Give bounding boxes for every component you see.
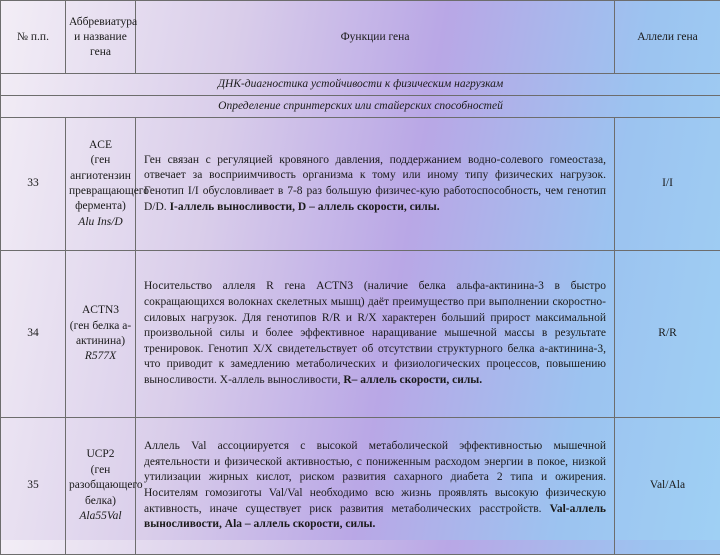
gene-function-summary: I-аллель выносливости, D – аллель скорости, силы. (170, 201, 440, 213)
gene-symbol: ACTN3 (69, 303, 132, 318)
gene-function-summary: R– аллель скорости, силы. (343, 374, 482, 386)
gene-name-cell (66, 118, 136, 251)
gene-name-cell (66, 418, 136, 555)
row-number: 35 (1, 418, 66, 555)
row-number: 33 (1, 118, 66, 251)
gene-genotype: R577X (69, 349, 132, 364)
gene-genotype: Alu Ins/D (69, 215, 132, 230)
header-number: № п.п. (1, 1, 66, 74)
gene-symbol: UCP2 (69, 447, 132, 462)
gene-allele: I/I (615, 118, 720, 251)
gene-function-text: Ген связан с регуляцией кровяного давления, поддержанием водно-солевого гомеостаза, отвечает за восприимчивость организма к тому или иному типу физических нагрузок. Генотип I/I обусловливает в 7-8 раз большую физичес-кую работоспособность, чем генотип D/D. (144, 154, 606, 213)
section-sprinter-stayer: Определение спринтерских или стайерских способностей (1, 96, 720, 118)
section-dna-diagnostics: ДНК-диагностика устойчивости к физическим нагрузкам (1, 74, 720, 96)
header-row (1, 1, 720, 74)
gene-function-text: Носительство аллеля R гена ACTN3 (наличие белка альфа-актинина-3 в быстро сокращающихся волокнах скелетных мышц) даёт преимущество при выполнении скоростно-силовых нагрузок. Для генотипов R/R и R/X характерен больший прирост максимальной произвольной силы и более эффективное наращивание мышечной массы в результате тренировок. Генотип X/X свидетельствует об отсутствии структурного белка а-актинина-3, что приводит к замедлению метаболических и физиологических процессов, повышению выносливости. X-аллель выносливости, (144, 280, 606, 386)
table-row (1, 418, 720, 555)
gene-genotype: Ala55Val (69, 509, 132, 524)
section-row-dna (1, 74, 720, 96)
gene-function-cell (136, 251, 615, 418)
table-row (1, 251, 720, 418)
header-alleles: Аллели гена (615, 1, 720, 74)
gene-allele: R/R (615, 251, 720, 418)
gene-allele: Val/Ala (615, 418, 720, 555)
gene-full-name: (ген разобщающего белка) (69, 463, 132, 509)
header-functions: Функции гена (136, 1, 615, 74)
gene-function-cell (136, 418, 615, 555)
gene-full-name: (ген белка а-актинина) (69, 319, 132, 350)
gene-function-summary: Val-аллель выносливости, Ala – аллель скорости, силы. (144, 503, 606, 531)
header-abbreviation: Аббревиатура и название гена (66, 1, 136, 74)
table-row (1, 118, 720, 251)
gene-full-name: (ген ангиотензин превращающего фермента) (69, 153, 132, 215)
section-row-sprinter (1, 96, 720, 118)
row-number: 34 (1, 251, 66, 418)
gene-symbol: ACE (69, 138, 132, 153)
gene-function-cell (136, 118, 615, 251)
gene-name-cell (66, 251, 136, 418)
gene-function-text: Аллель Val ассоциируется с высокой метаболической эффективностью мышечной деятельности и физической активностью, с пониженным расходом энергии в покое, низкой утилизации жирных кислот, риском развития сахарного диабета 2 типа и ожирения. Носителям гомозиготы Val/Val необходимо всю жизнь проявлять высокую физическую активность, иначе существует риск развития метаболических расстройств. (144, 440, 606, 514)
